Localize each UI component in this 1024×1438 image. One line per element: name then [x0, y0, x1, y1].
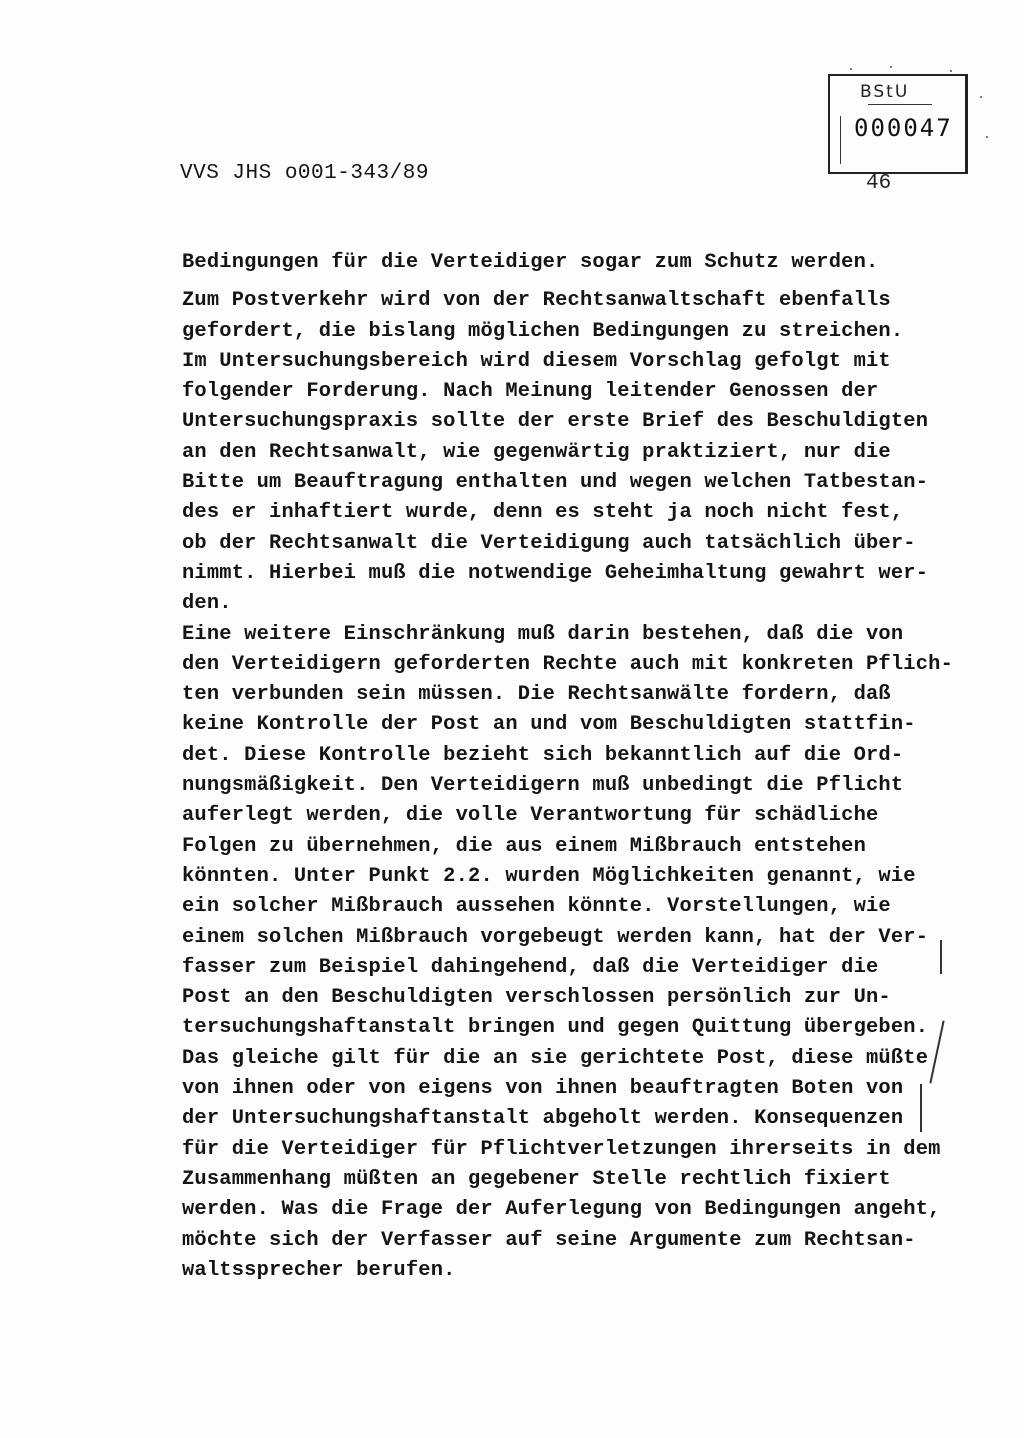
text-line: folgender Forderung. Nach Meinung leitender Genossen der [182, 380, 879, 404]
text-line: Post an den Beschuldigten verschlossen persönlich zur Un- [182, 986, 891, 1010]
text-line: einem solchen Mißbrauch vorgebeugt werden kann, hat der Ver- [182, 925, 929, 949]
stamp-speck [850, 68, 852, 70]
text-line: möchte sich der Verfasser auf seine Argumente zum Rechtsan- [182, 1228, 916, 1252]
stamp-speck [950, 70, 952, 72]
text-line: fasser zum Beispiel dahingehend, daß die Verteidiger die [182, 955, 879, 979]
stamp-number: 000047 [854, 114, 953, 142]
stamp-label: BStU [860, 82, 910, 102]
text-line: Bedingungen für die Verteidiger sogar zum Schutz werden. [182, 251, 879, 274]
stamp-speck [890, 66, 892, 68]
text-line: von ihnen oder von eigens von ihnen beauftragten Boten von [182, 1077, 904, 1101]
text-line: keine Kontrolle der Post an und vom Beschuldigten stattfin- [182, 713, 916, 737]
text-line: Zum Postverkehr wird von der Rechtsanwaltschaft ebenfalls [182, 289, 891, 313]
text-line: Eine weitere Einschränkung muß darin bestehen, daß die von [182, 622, 904, 646]
text-line: der Untersuchungshaftanstalt abgeholt werden. Konsequenzen [182, 1107, 904, 1131]
margin-mark [920, 1084, 922, 1132]
text-line: Das gleiche gilt für die an sie gerichtete Post, diese müßte [182, 1046, 929, 1070]
text-line: des er inhaftiert wurde, denn es steht ja noch nicht fest, [182, 501, 904, 525]
stamp-inner-line [840, 116, 841, 164]
text-line: ob der Rechtsanwalt die Verteidigung auch tatsächlich über- [182, 531, 916, 555]
text-line: könnten. Unter Punkt 2.2. wurden Möglichkeiten genannt, wie [182, 864, 916, 888]
archive-stamp [828, 74, 968, 174]
document-reference: VVS JHS o001-343/89 [180, 162, 429, 185]
text-line: den. [182, 592, 232, 616]
text-line: tersuchungshaftanstalt bringen und gegen Quittung übergeben. [182, 1016, 929, 1040]
text-line: Zusammenhang müßten an gegebener Stelle rechtlich fixiert [182, 1167, 891, 1191]
text-line: waltssprecher berufen. [182, 1258, 456, 1282]
text-line: auferlegt werden, die volle Verantwortung für schädliche [182, 804, 879, 828]
text-line: nimmt. Hierbei muß die notwendige Geheimhaltung gewahrt wer- [182, 561, 929, 585]
text-line: an den Rechtsanwalt, wie gegenwärtig praktiziert, nur die [182, 440, 891, 464]
text-line: gefordert, die bislang möglichen Bedingungen zu streichen. [182, 319, 904, 343]
text-line: Bitte um Beauftragung enthalten und wegen welchen Tatbestan- [182, 471, 929, 495]
body-text [182, 248, 962, 1286]
text-line: ten verbunden sein müssen. Die Rechtsanwälte fordern, daß [182, 683, 891, 707]
text-line: Folgen zu übernehmen, die aus einem Mißbrauch entstehen [182, 834, 867, 858]
stamp-speck [986, 136, 988, 138]
text-line: det. Diese Kontrolle bezieht sich bekanntlich auf die Ord- [182, 743, 904, 767]
page-number: 46 [866, 172, 892, 195]
text-line: Untersuchungspraxis sollte der erste Brief des Beschuldigten [182, 410, 929, 434]
text-line: nungsmäßigkeit. Den Verteidigern muß unbedingt die Pflicht [182, 774, 904, 798]
margin-mark [940, 940, 942, 974]
text-line: für die Verteidiger für Pflichtverletzungen ihrerseits in dem [182, 1137, 941, 1161]
text-line: ein solcher Mißbrauch aussehen könnte. Vorstellungen, wie [182, 895, 891, 919]
stamp-speck [980, 96, 982, 98]
text-line: werden. Was die Frage der Auferlegung von Bedingungen angeht, [182, 1198, 941, 1222]
text-line: den Verteidigern geforderten Rechte auch mit konkreten Pflich- [182, 652, 954, 676]
text-line: Im Untersuchungsbereich wird diesem Vorschlag gefolgt mit [182, 349, 891, 373]
